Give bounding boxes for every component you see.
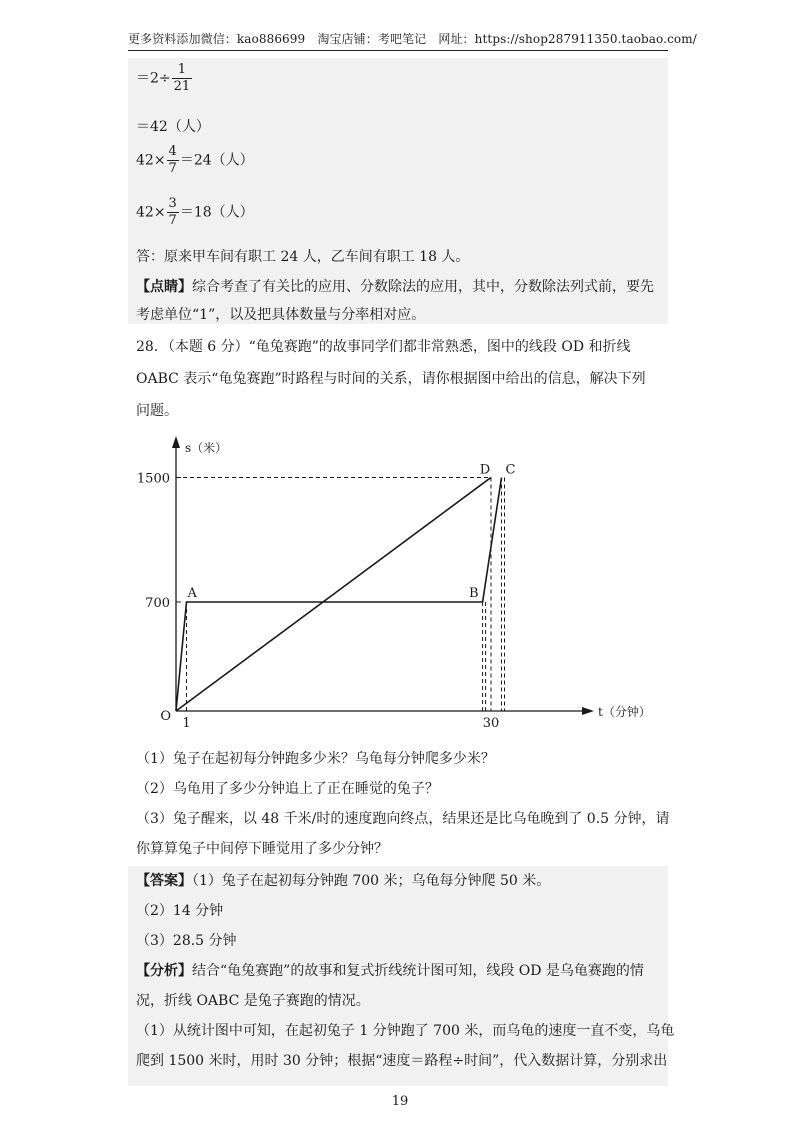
point-label-d: D <box>479 462 491 478</box>
chart-series <box>176 477 502 711</box>
distance-time-chart <box>136 432 656 732</box>
solution-line-1: ＝2÷ $\frac{1}{21}$ <box>136 62 191 94</box>
x-axis-label: t（分钟） <box>598 705 651 719</box>
solution-answer: 答：原来甲车间有职工 24 人，乙车间有职工 18 人。 <box>136 249 470 265</box>
sub-question-1: （1）兔子在起初每分钟跑多少米？乌龟每分钟爬多少米？ <box>136 751 495 767</box>
page-number: 19 <box>391 1094 409 1109</box>
solution-comment-1: 【点睛】综合考查了有关比的应用、分数除法的应用，其中，分数除法列式前，要先 <box>136 279 654 295</box>
question-line-2: OABC 表示“龟兔赛跑”时路程与时间的关系，请你根据图中给出的信息，解决下列 <box>136 371 646 387</box>
solution-line-3: 42× $\frac{4}{7}$ ＝24（人） <box>136 144 254 176</box>
fraction: $\frac{3}{7}$ <box>168 196 177 228</box>
analysis-line-4: 爬到 1500 米时，用时 30 分钟；根据“速度＝路程÷时间”，代入数据计算，分别求出 <box>136 1053 668 1069</box>
y-axis-arrow <box>172 436 180 448</box>
solution-line-4: 42× $\frac{3}{7}$ ＝18（人） <box>136 196 254 228</box>
question-line-1: 28．（本题 6 分）“龟兔赛跑”的故事同学们都非常熟悉，图中的线段 OD 和折线 <box>136 339 631 355</box>
answer-tag: 【答案】 <box>136 873 192 889</box>
fraction: $\frac{4}{7}$ <box>168 144 177 176</box>
analysis-line-1: 【分析】结合“龟兔赛跑”的故事和复式折线统计图可知，线段 OD 是乌龟赛跑的情 <box>136 963 644 979</box>
y-axis-label: s（米） <box>185 441 228 455</box>
answer-line-2: （2）14 分钟 <box>136 903 224 919</box>
analysis-line-3: （1）从统计图中可知，在起初兔子 1 分钟跑了 700 米，而乌龟的速度一直不变，乌龟 <box>136 1023 675 1039</box>
answer-line-1: 【答案】（1）兔子在起初每分钟跑 700 米；乌龟每分钟爬 50 米。 <box>136 873 551 889</box>
chart-guides <box>176 477 505 711</box>
point-label-b: B <box>469 586 479 602</box>
answer-line-3: （3）28.5 分钟 <box>136 933 237 949</box>
y-tick-label: 1500 <box>136 471 170 487</box>
origin-label: O <box>160 709 171 724</box>
x-axis-arrow <box>582 707 594 715</box>
series-line-1 <box>176 477 491 711</box>
y-tick-label: 700 <box>145 596 170 612</box>
solution-comment-2: 考虑单位“1”，以及把具体数量与分率相对应。 <box>136 307 426 323</box>
point-label-a: A <box>187 586 197 602</box>
solution-line-2: ＝42（人） <box>136 119 210 135</box>
question-line-3: 问题。 <box>136 403 178 419</box>
chart-labels <box>137 440 651 731</box>
x-tick-label: 30 <box>482 716 500 731</box>
point-label-c: C <box>505 462 516 478</box>
series-line-2 <box>176 477 502 711</box>
analysis-line-2: 况，折线 OABC 是兔子赛跑的情况。 <box>136 993 370 1009</box>
analysis-tag: 【分析】 <box>136 963 192 979</box>
comment-tag: 【点睛】 <box>136 279 192 295</box>
sub-question-3b: 你算算兔子中间停下睡觉用了多少分钟？ <box>136 841 388 857</box>
page-header: 更多资料添加微信：kao886699 淘宝店铺：考吧笔记 网址：https://shop287911350.taobao.com/ <box>128 30 668 51</box>
sub-question-2: （2）乌龟用了多少分钟追上了正在睡觉的兔子？ <box>136 781 439 797</box>
sub-question-3a: （3）兔子醒来，以 48 千米/时的速度跑向终点，结果还是比乌龟晚到了 0.5 分钟，请 <box>136 811 670 827</box>
fraction: $\frac{1}{21}$ <box>173 62 191 94</box>
x-tick-label: 1 <box>182 716 191 731</box>
